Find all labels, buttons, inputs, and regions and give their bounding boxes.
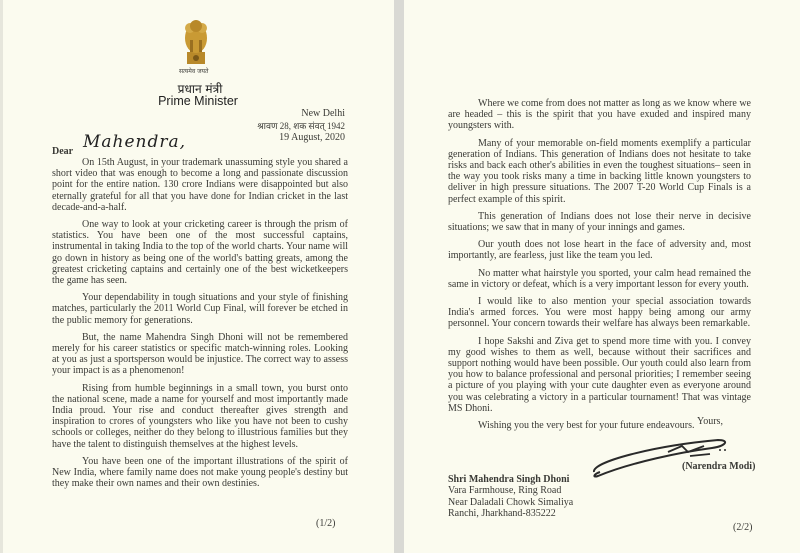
paragraph: Many of your memorable on-field moments exemplify a particular generation of Indians. This generation of Indians does not hesitate to take risks and back each other's abilities in even the toughest situations– seen in the way you took risks many a time in backing little known youngsters to deliver in high pressure situations. The 2007 T-20 World Cup Finals is a perfect example of this spirit.: [448, 137, 751, 205]
paragraph: I would like to also mention your special association towards India's armed forces. You were most happy being among our army personnel. Your concern towards their welfare has always been remarkable.: [448, 296, 751, 330]
paragraph: You have been one of the important illustrations of the spirit of New India, where family name does not make young people's destiny but they make their own names and their own destinies.: [52, 455, 348, 490]
date-hindi: श्रावण 28, शक संवत् 1942: [257, 121, 345, 131]
letter-page-2: [404, 0, 800, 553]
recipient-name: Shri Mahendra Singh Dhoni: [448, 474, 570, 485]
page-number: (2/2): [733, 522, 753, 533]
address-line: Ranchi, Jharkhand-835222: [448, 507, 556, 519]
letter-page-1: [0, 0, 394, 553]
paragraph: On 15th August, in your trademark unassuming style you shared a short video that was enough to become a long and passionate discussion point for the entire nation. 130 crore Indians were disappointed but also eternally grateful for all that you have done for Indian cricket in the last decade-and-a-half.: [52, 157, 348, 213]
paragraph: This generation of Indians does not lose their nerve in decisive situations; we saw that in many of your innings and games.: [448, 210, 751, 234]
letter-body-page-1: [52, 157, 348, 495]
signatory-name: (Narendra Modi): [682, 461, 756, 472]
national-emblem-icon: [181, 18, 211, 66]
place: New Delhi: [301, 108, 345, 119]
paragraph: Your dependability in tough situations and your style of finishing matches, particularly the 2011 World Cup Final, will forever be etched in the public memory for generations.: [52, 292, 348, 326]
date: 19 August, 2020: [279, 132, 345, 143]
letterhead-title: Prime Minister: [158, 94, 238, 108]
letterhead-title-hindi: प्रधान मंत्री: [177, 82, 223, 96]
letter-body-page-2: [448, 98, 751, 437]
closing: Yours,: [697, 416, 723, 427]
paragraph: Where we come from does not matter as long as we know where we are headed – this is the spirit that you have exuded and inspired many youngsters with.: [448, 98, 751, 132]
signature-icon: [592, 432, 732, 482]
paragraph: Rising from humble beginnings in a small town, you burst onto the national scene, made a name for yourself and most importantly made India proud. Your rise and conduct thereafter gives strength and inspiration to crores of youngsters who like you have not been to cushy schools or colleges, neither do they belong to illustrious families but they have the talent to distinguish themselves at the highest levels.: [52, 382, 348, 450]
handwritten-salutation-name: Mahendra,: [83, 132, 187, 152]
address-line: Near Daladali Chowk Simaliya: [448, 496, 574, 508]
paragraph: No matter what hairstyle you sported, your calm head remained the same in victory or defeat, which is a very important lesson for every youth.: [448, 267, 751, 290]
date-block: [257, 108, 345, 144]
address-line: Vara Farmhouse, Ring Road: [448, 485, 562, 497]
paragraph: I hope Sakshi and Ziva get to spend more time with you. I convey my good wishes to them as well, because without their sacrifices and support nothing would have been possible. Our youth could also learn from you how to balance professional and personal priorities; I remember seeing a picture of you playing with your cute daughter even as everyone around you was celebrating a victory in a particular tournament! That was vintage MS Dhoni.: [448, 335, 751, 414]
page-number: (1/2): [316, 518, 336, 529]
emblem-motto: सत्यमेव जयते: [179, 68, 209, 75]
paragraph: Wishing you the very best for your future endeavours.: [478, 420, 695, 432]
paragraph: One way to look at your cricketing career is through the prism of statistics. You have been one of the most successful captains, instrumental in taking India to the top of the world charts. Your name will go down in history as being one of the world's batting greats, among the greatest cricketing captains and certainly one of the best wicketkeepers the game has seen.: [52, 219, 348, 287]
paragraph: But, the name Mahendra Singh Dhoni will not be remembered merely for his career statistics or specific match-winning roles. Looking at you as just a sportsperson would be injustice. The correct way to assess your impact is as a phenomenon!: [52, 331, 348, 377]
paragraph: Our youth does not lose heart in the face of adversity and, most importantly, are fearless, just like the team you led.: [448, 239, 751, 262]
salutation: Dear: [52, 146, 74, 157]
recipient-address: [448, 474, 573, 519]
